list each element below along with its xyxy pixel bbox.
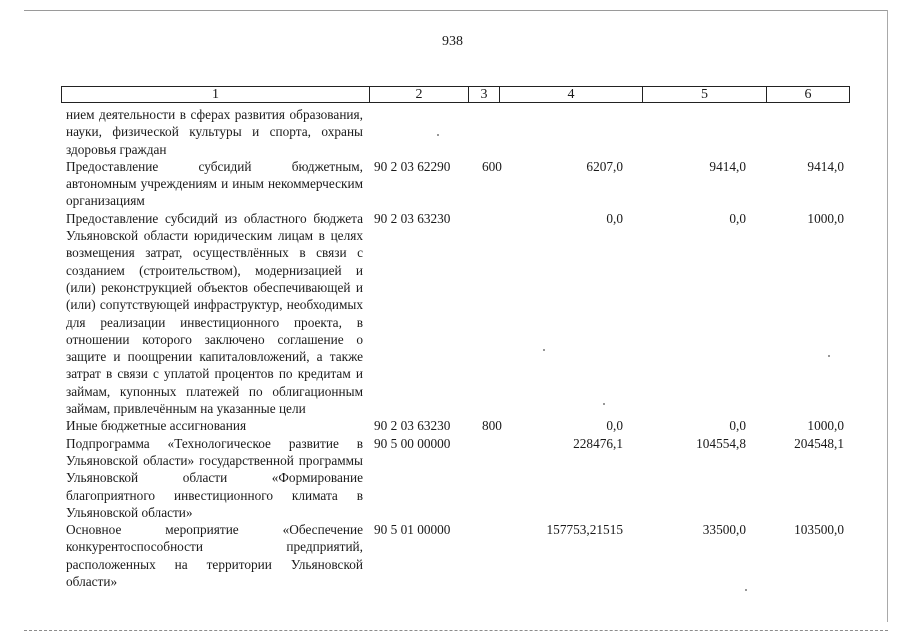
amount-column-5: 0,0: [729, 418, 746, 434]
amount-column-4: [513, 106, 623, 158]
table-row: [66, 521, 850, 590]
classification-code: 90 2 03 63230: [374, 210, 451, 226]
row-description: нием деятельности в сферах развития образования, науки, физической культуры и спорта, охраны здоровья граждан: [66, 107, 363, 157]
row-description: Предоставление субсидий бюджетным, автономным учреждениям и иным некоммерческим организациям: [66, 158, 363, 209]
amount-column-6: [746, 106, 844, 158]
expense-type: [482, 435, 513, 521]
scan-speck: [603, 403, 605, 405]
amount-column-5: 0,0: [729, 210, 746, 226]
page-border-bottom: [24, 630, 888, 631]
classification-code: 90 5 01 00000: [374, 522, 451, 538]
scan-speck: [543, 349, 545, 351]
amount-column-6: 204548,1: [794, 435, 844, 451]
page-border-right: [887, 10, 888, 622]
table-row: [66, 435, 850, 521]
classification-code: 90 5 00 00000: [374, 435, 451, 451]
page-border-top: [24, 10, 888, 11]
amount-column-4: 0,0: [606, 210, 623, 226]
column-header-6: 6: [804, 87, 812, 102]
amount-column-4: 157753,21515: [546, 522, 623, 538]
table-row: [66, 417, 850, 434]
row-description: Основное мероприятие «Обеспечение конкурентоспособности предприятий, расположенных на территории Ульяновской области»: [66, 522, 363, 590]
classification-code: 90 2 03 63230: [374, 418, 451, 434]
column-header-5: 5: [643, 87, 767, 102]
classification-code: 90 2 03 62290: [374, 158, 451, 174]
amount-column-4: 0,0: [606, 418, 623, 434]
page-number: 938: [442, 34, 463, 49]
expense-type: 800: [482, 418, 502, 434]
amount-column-5: 33500,0: [702, 522, 746, 538]
expense-type: [482, 210, 513, 418]
amount-column-6: 1000,0: [807, 210, 844, 226]
amount-column-5: 9414,0: [709, 158, 746, 174]
table-row: [66, 210, 850, 418]
row-description: Предоставление субсидий из областного бюджета Ульяновской области юридическим лицам в целях возмещения затрат, осуществлённых в связи с созданием (строительством), модернизацией и (или) реконструкцией объектов обеспечивающей и (или) сопутствующей инфраструктур, необходимых для реализации инвестиционного проекта, в отношении которого заключено соглашение о защите и поощрении капиталовложений, а также затрат в связи с уплатой процентов по кредитам и займам, купонных платежей по облигационным займам, привлечённым на указанные цели: [66, 210, 363, 417]
row-description: Подпрограмма «Технологическое развитие в Ульяновской области» государственной программы Ульяновской области «Формирование благоприятного инвестиционного климата в Ульяновской области»: [66, 435, 363, 520]
expense-type: [482, 521, 513, 590]
table-header: [61, 86, 850, 103]
expense-type: 600: [482, 158, 502, 174]
amount-column-6: 9414,0: [807, 158, 844, 174]
classification-code: [363, 106, 482, 158]
amount-column-6: 1000,0: [807, 418, 844, 434]
amount-column-5: 104554,8: [696, 435, 746, 451]
column-header-3: 3: [469, 87, 500, 102]
amount-column-4: 228476,1: [573, 435, 623, 451]
expense-type: [482, 106, 513, 158]
amount-column-5: [623, 106, 746, 158]
scan-speck: [745, 589, 747, 591]
amount-column-6: 103500,0: [794, 522, 844, 538]
column-header-2: 2: [370, 87, 469, 102]
amount-column-4: 6207,0: [586, 158, 623, 174]
table-body: [66, 106, 850, 590]
scan-speck: [437, 134, 439, 136]
table-row: [66, 158, 850, 210]
column-header-1: 1: [62, 87, 370, 102]
scan-speck: [828, 355, 830, 357]
table-row: [66, 106, 850, 158]
column-header-4: 4: [500, 87, 643, 102]
row-description: Иные бюджетные ассигнования: [66, 418, 247, 434]
